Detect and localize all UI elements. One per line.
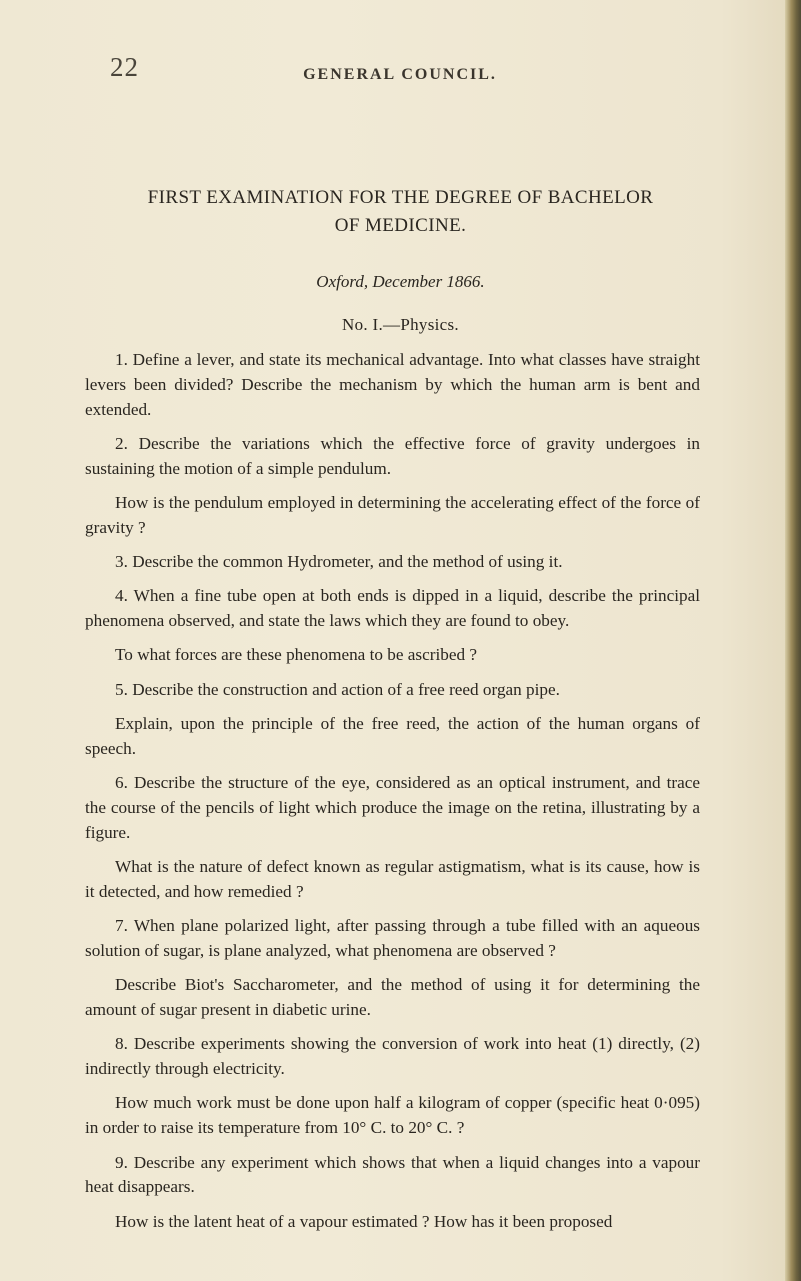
question-7-part-b: Describe Biot's Saccharometer, and the method of using it for determining the amount of sugar present in diabetic urine. — [85, 975, 700, 1020]
question-2: 2. Describe the variations which the effective force of gravity undergoes in sustaining the motion of a simple pendulum. — [85, 433, 700, 478]
section-heading — [110, 315, 691, 335]
question-7: 7. When plane polarized light, after passing through a tube filled with an aqueous solution of sugar, is plane analyzed, what phenomena are observed ? — [85, 916, 700, 960]
question-9-part-b: How is the latent heat of a vapour estimated ? How has it been proposed — [115, 1211, 613, 1231]
question-1: 1. Define a lever, and state its mechanical advantage. Into what classes have straight levers been divided? Describe the mechanism by which the human arm is bent and extended. — [85, 350, 700, 419]
question-8-part-b: How much work must be done upon half a kilogram of copper (specific heat 0·095) in order to raise its temperature from 10° C. to 20° C. ? — [85, 1093, 700, 1138]
question-5-part-b: Explain, upon the principle of the free reed, the action of the human organs of speech. — [85, 714, 700, 758]
exam-title — [110, 184, 691, 240]
question-6-part-b: What is the nature of defect known as regular astigmatism, what is its cause, how is it detected, and how remedied ? — [85, 857, 700, 901]
question-4: 4. When a fine tube open at both ends is dipped in a liquid, describe the principal phenomena observed, and state the laws which they are found to obey. — [85, 586, 700, 631]
question-6: 6. Describe the structure of the eye, considered as an optical instrument, and trace the course of the pencils of light which produce the image on the retina, illustrating by a figure. — [85, 773, 700, 842]
exam-title-line-1: FIRST EXAMINATION FOR THE DEGREE OF BACHELOR — [147, 187, 654, 208]
question-4-part-b: To what forces are these phenomena to be ascribed ? — [115, 645, 477, 665]
exam-title-line-2: OF MEDICINE. — [334, 215, 467, 236]
question-5: 5. Describe the construction and action of a free reed organ pipe. — [115, 679, 560, 699]
running-head: GENERAL COUNCIL. — [303, 66, 497, 83]
question-3: 3. Describe the common Hydrometer, and the method of using it. — [115, 552, 563, 572]
question-8: 8. Describe experiments showing the conversion of work into heat (1) directly, (2) indirectly through electricity. — [85, 1034, 700, 1079]
place-and-date: Oxford, December 1866. — [316, 272, 485, 291]
page-number: 22 — [110, 52, 139, 82]
question-list — [85, 348, 700, 1234]
page-edge — [785, 0, 801, 1281]
question-2-part-b: How is the pendulum employed in determining the accelerating effect of the force of gravity ? — [85, 492, 700, 537]
section-heading-text: No. I.—Physics. — [342, 315, 459, 334]
question-9: 9. Describe any experiment which shows that when a liquid changes into a vapour heat disappears. — [85, 1152, 700, 1197]
